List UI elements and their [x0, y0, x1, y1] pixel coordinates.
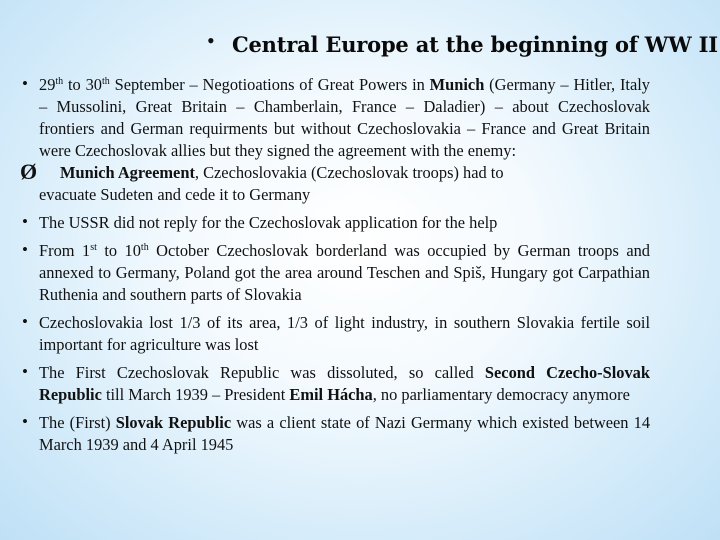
- bullet-icon: •: [22, 212, 28, 231]
- bullet-text: (Germany – Hitler, Italy – Mussolini, Great Britain – Chamberlain, France – Daladier) – about Czechoslovak frontiers and German requirments but without Czechoslovakia – France and Great Britain were Czechoslovak allies but they signed the agreement with the enemy:: [39, 75, 650, 160]
- title-row: [0, 30, 720, 66]
- bullet-icon: •: [22, 312, 28, 331]
- date-30: 30: [85, 75, 102, 94]
- bullet-text: The First Czechoslovak Republic was dissoluted, so called: [39, 363, 485, 382]
- ordinal-suffix: th: [140, 242, 149, 253]
- bullet-second-republic: [22, 362, 650, 406]
- bullet-text: till March 1939 – President: [101, 385, 290, 404]
- bullet-icon: •: [22, 412, 28, 431]
- text-to: to: [63, 75, 86, 94]
- bullet-text: From: [39, 241, 82, 260]
- bullet-slovak-republic: [22, 412, 650, 456]
- arrow-bullet-icon: Ø: [20, 159, 38, 184]
- date-1: 1: [81, 241, 91, 260]
- bold-second-republic: Second Czecho-Slovak Republic: [39, 363, 650, 404]
- ordinal-suffix: th: [101, 76, 110, 87]
- date-10: 10: [124, 241, 141, 260]
- bold-slovak-republic: Slovak Republic: [115, 413, 232, 432]
- bullet-text: , no parliamentary democracy anymore: [372, 385, 630, 404]
- bullet-text: September – Negotioations of Great Powers in: [109, 75, 430, 94]
- bullet-icon: •: [22, 74, 28, 93]
- bullet-text: The (First): [39, 413, 116, 432]
- bold-munich: Munich: [429, 75, 485, 94]
- bullet-text: Czechoslovakia lost 1/3 of its area, 1/3 of light industry, in southern Slovakia fertile soil important for agriculture was lost: [39, 313, 650, 354]
- slide-content: [22, 74, 650, 456]
- bullet-text: October Czechoslovak borderland was occupied by German troops and annexed to Germany, Poland got the area around Teschen and Spiš, Hungary got Carpathian Ruthenia and southern parts of Slovakia: [39, 241, 650, 304]
- slide-title: Central Europe at the beginning of WW II: [232, 32, 718, 57]
- bullet-icon: •: [22, 362, 28, 381]
- ordinal-suffix: th: [55, 76, 64, 87]
- text-to: to: [96, 241, 125, 260]
- bullet-text: was a client state of Nazi Germany which existed between 14 March 1939 and 4 April 1945: [39, 413, 651, 454]
- ordinal-suffix: st: [90, 242, 97, 253]
- bullet-borderland-occupation: [22, 240, 650, 306]
- bullet-text: , Czechoslovakia (Czechoslovak troops) had to: [194, 163, 504, 182]
- title-bullet-icon: •: [207, 28, 215, 53]
- date-29: 29: [39, 75, 56, 94]
- bold-emil-hacha: Emil Hácha: [289, 385, 373, 404]
- bullet-ussr: [22, 212, 650, 234]
- bullet-munich-agreement: [20, 159, 650, 206]
- bullet-text: The USSR did not reply for the Czechoslovak application for the help: [39, 213, 498, 232]
- bullet-munich-negotiations: [22, 74, 650, 162]
- bullet-text-continued: evacuate Sudeten and cede it to Germany: [39, 185, 311, 204]
- bold-munich-agreement: Munich Agreement: [60, 163, 195, 182]
- bullet-icon: •: [22, 240, 28, 259]
- bullet-losses: [22, 312, 650, 356]
